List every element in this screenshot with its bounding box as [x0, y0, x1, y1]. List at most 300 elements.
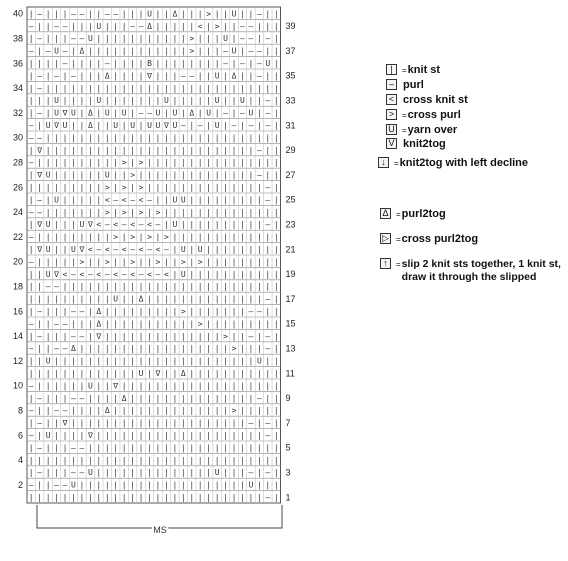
stitch-symbol: |: [273, 195, 279, 205]
legend-label: slip 2 knit sts together, 1 knit st, draw it through the slipped: [401, 258, 561, 283]
stitch-symbol: |: [206, 269, 212, 279]
stitch-symbol: |: [62, 431, 68, 440]
stitch-symbol: |: [62, 133, 68, 143]
stitch-symbol: |: [223, 493, 228, 502]
stitch-symbol: |: [240, 269, 245, 279]
stitch-symbol: |: [265, 21, 271, 31]
stitch-symbol: |: [113, 418, 119, 428]
stitch-symbol: |: [62, 369, 68, 378]
stitch-symbol: |: [130, 96, 136, 106]
stitch-symbol: |: [96, 145, 102, 155]
stitch-symbol: |: [214, 307, 220, 316]
stitch-symbol: >: [130, 170, 136, 180]
stitch-symbol: |: [37, 232, 43, 242]
stitch-symbol: –: [28, 344, 34, 354]
stitch-symbol: |: [265, 145, 271, 155]
stitch-symbol: |: [214, 245, 220, 254]
stitch-symbol: |: [214, 418, 220, 428]
stitch-symbol: |: [189, 307, 195, 316]
stitch-symbol: –: [265, 195, 271, 205]
stitch-symbol: |: [104, 83, 110, 93]
stitch-symbol: |: [45, 294, 51, 304]
stitch-symbol: |: [223, 195, 228, 205]
stitch-symbol: |: [155, 344, 161, 354]
stitch-symbol: |: [28, 71, 34, 81]
stitch-symbol: |: [273, 393, 279, 403]
stitch-symbol: |: [172, 170, 178, 180]
stitch-symbol: |: [273, 381, 279, 391]
stitch-symbol: |: [164, 480, 169, 490]
triangle-right-icon: ▷: [380, 233, 391, 244]
stitch-symbol: |: [273, 307, 279, 316]
stitch-symbol: |: [223, 158, 228, 168]
stitch-symbol: |: [121, 145, 127, 155]
stitch-symbol: |: [45, 455, 51, 465]
stitch-symbol: ∇: [37, 145, 43, 155]
stitch-symbol: |: [164, 356, 169, 366]
stitch-symbol: |: [172, 480, 178, 490]
stitch-symbol: |: [265, 480, 271, 490]
stitch-symbol: |: [104, 418, 110, 428]
stitch-symbol: |: [197, 170, 203, 180]
stitch-symbol: |: [223, 356, 228, 366]
stitch-symbol: |: [248, 431, 254, 440]
stitch-symbol: |: [240, 307, 245, 316]
stitch-symbol: |: [172, 158, 178, 168]
stitch-symbol: |: [96, 443, 102, 453]
stitch-symbol: –: [71, 71, 76, 81]
stitch-symbol: |: [180, 431, 186, 440]
stitch-symbol: |: [231, 319, 237, 329]
stitch-symbol: |: [273, 133, 279, 143]
row-number-left: 2: [17, 479, 23, 490]
stitch-symbol: |: [155, 455, 161, 465]
stitch-symbol: |: [37, 257, 43, 267]
stitch-symbol: |: [231, 108, 237, 118]
row-number-right: 5: [285, 442, 291, 453]
stitch-symbol: |: [121, 34, 127, 44]
stitch-symbol: |: [87, 59, 93, 68]
stitch-symbol: >: [155, 257, 161, 267]
stitch-symbol: |: [248, 83, 254, 93]
stitch-symbol: |: [231, 455, 237, 465]
row-number-right: 17: [285, 293, 296, 304]
stitch-symbol: |: [248, 245, 254, 254]
stitch-symbol: –: [248, 21, 254, 31]
stitch-symbol: –: [197, 121, 203, 130]
stitch-symbol: >: [113, 232, 119, 242]
stitch-symbol: |: [172, 344, 178, 354]
stitch-symbol: |: [206, 493, 212, 502]
stitch-symbol: |: [45, 418, 51, 428]
stitch-symbol: |: [189, 282, 195, 292]
stitch-symbol: >: [104, 183, 110, 192]
stitch-symbol: |: [240, 183, 245, 192]
stitch-symbol: |: [104, 294, 110, 304]
stitch-symbol: |: [256, 232, 262, 242]
legend-label: purl: [403, 79, 424, 91]
stitch-symbol: –: [87, 269, 93, 279]
stitch-symbol: |: [223, 207, 228, 217]
stitch-symbol: –: [62, 21, 68, 31]
stitch-symbol: |: [240, 381, 245, 391]
stitch-symbol: |: [240, 133, 245, 143]
stitch-symbol: –: [28, 158, 34, 168]
stitch-symbol: |: [164, 418, 169, 428]
stitch-symbol: |: [189, 356, 195, 366]
stitch-symbol: |: [164, 170, 169, 180]
stitch-symbol: |: [248, 133, 254, 143]
stitch-symbol: |: [240, 294, 245, 304]
stitch-symbol: |: [197, 83, 203, 93]
stitch-symbol: –: [180, 121, 186, 130]
stitch-symbol: |: [231, 431, 237, 440]
stitch-symbol: |: [265, 207, 271, 217]
stitch-symbol: |: [138, 307, 144, 316]
stitch-symbol: |: [265, 245, 271, 254]
stitch-symbol: |: [197, 183, 203, 192]
stitch-symbol: |: [256, 183, 262, 192]
stitch-symbol: |: [121, 319, 127, 329]
row-number-left: 20: [12, 256, 23, 267]
stitch-symbol: |: [155, 443, 161, 453]
stitch-symbol: |: [231, 21, 237, 31]
stitch-symbol: |: [147, 480, 152, 490]
stitch-symbol: |: [147, 381, 152, 391]
stitch-symbol: |: [164, 369, 169, 378]
stitch-symbol: |: [231, 393, 237, 403]
stitch-symbol: |: [206, 34, 212, 44]
stitch-symbol: |: [265, 257, 271, 267]
stitch-symbol: |: [96, 431, 102, 440]
stitch-symbol: U: [147, 9, 152, 19]
stitch-symbol: |: [62, 331, 68, 341]
stitch-symbol: |: [206, 455, 212, 465]
stitch-symbol: |: [223, 232, 228, 242]
stitch-symbol: |: [273, 443, 279, 453]
stitch-symbol: |: [87, 232, 93, 242]
stitch-symbol: |: [138, 257, 144, 267]
stitch-symbol: U: [87, 468, 93, 478]
stitch-symbol: |: [240, 83, 245, 93]
stitch-symbol: |: [96, 83, 102, 93]
stitch-symbol: |: [104, 393, 110, 403]
stitch-symbol: |: [45, 331, 51, 341]
stitch-symbol: |: [96, 195, 102, 205]
stitch-symbol: |: [71, 21, 76, 31]
stitch-symbol: |: [172, 34, 178, 44]
stitch-symbol: |: [164, 9, 169, 19]
stitch-symbol: <: [121, 245, 127, 254]
stitch-symbol: |: [96, 369, 102, 378]
stitch-symbol: –: [265, 344, 271, 354]
stitch-symbol: U: [172, 121, 178, 130]
stitch-symbol: Δ: [121, 393, 127, 403]
stitch-symbol: |: [113, 83, 119, 93]
stitch-symbol: |: [96, 108, 102, 118]
row-number-right: 21: [285, 244, 296, 255]
stitch-symbol: |: [130, 381, 136, 391]
stitch-symbol: |: [113, 331, 119, 341]
stitch-symbol: >: [121, 183, 127, 192]
stitch-symbol: |: [87, 46, 93, 56]
stitch-symbol: |: [54, 59, 59, 68]
stitch-symbol: |: [240, 282, 245, 292]
stitch-symbol: |: [180, 294, 186, 304]
stitch-symbol: |: [121, 46, 127, 56]
stitch-symbol: |: [87, 257, 93, 267]
stitch-symbol: |: [172, 431, 178, 440]
stitch-symbol: |: [197, 195, 203, 205]
stitch-symbol: |: [62, 455, 68, 465]
stitch-symbol: |: [231, 207, 237, 217]
stitch-symbol: |: [79, 108, 85, 118]
stitch-symbol: |: [96, 294, 102, 304]
stitch-symbol: |: [113, 183, 119, 192]
stitch-symbol: |: [54, 207, 59, 217]
stitch-symbol: |: [104, 344, 110, 354]
stitch-symbol: –: [79, 34, 85, 44]
stitch-symbol: –: [62, 59, 68, 68]
stitch-symbol: |: [121, 257, 127, 267]
stitch-symbol: –: [155, 269, 161, 279]
stitch-symbol: |: [71, 257, 76, 267]
stitch-symbol: |: [172, 282, 178, 292]
stitch-symbol: |: [79, 83, 85, 93]
stitch-symbol: |: [189, 443, 195, 453]
stitch-symbol: |: [273, 108, 279, 118]
stitch-symbol: |: [147, 83, 152, 93]
stitch-symbol: |: [155, 170, 161, 180]
stitch-symbol: |: [180, 145, 186, 155]
stitch-symbol: |: [206, 369, 212, 378]
stitch-symbol: |: [71, 207, 76, 217]
stitch-symbol: |: [256, 369, 262, 378]
row-number-left: 18: [12, 281, 23, 292]
stitch-symbol: |: [155, 158, 161, 168]
stitch-symbol: |: [180, 9, 186, 19]
stitch-symbol: |: [147, 46, 152, 56]
stitch-symbol: Δ: [96, 307, 102, 316]
stitch-symbol: |: [45, 21, 51, 31]
stitch-symbol: |: [197, 108, 203, 118]
stitch-symbol: |: [138, 59, 144, 68]
stitch-symbol: |: [273, 245, 279, 254]
stitch-symbol: –: [223, 46, 228, 56]
stitch-symbol: |: [180, 381, 186, 391]
stitch-symbol: |: [214, 319, 220, 329]
stitch-symbol: –: [223, 59, 228, 68]
stitch-symbol: |: [104, 493, 110, 502]
stitch-symbol: |: [231, 145, 237, 155]
stitch-symbol: |: [147, 468, 152, 478]
stitch-symbol: |: [71, 133, 76, 143]
stitch-symbol: |: [87, 294, 93, 304]
stitch-symbol: –: [28, 21, 34, 31]
stitch-symbol: |: [172, 307, 178, 316]
stitch-symbol: |: [206, 183, 212, 192]
stitch-symbol: |: [155, 21, 161, 31]
stitch-symbol: ∇: [54, 121, 59, 130]
stitch-symbol: Δ: [138, 294, 144, 304]
stitch-symbol: |: [214, 431, 220, 440]
stitch-symbol: |: [138, 468, 144, 478]
stitch-symbol: Δ: [71, 344, 76, 354]
stitch-symbol: |: [147, 393, 152, 403]
legend-label: knit st: [407, 64, 441, 76]
stitch-symbol: |: [214, 83, 220, 93]
stitch-symbol: |: [45, 96, 51, 106]
stitch-symbol: |: [62, 282, 68, 292]
stitch-symbol: |: [37, 455, 43, 465]
stitch-symbol: |: [248, 96, 254, 106]
stitch-symbol: |: [248, 71, 254, 81]
stitch-symbol: |: [155, 356, 161, 366]
stitch-symbol: |: [121, 232, 127, 242]
stitch-symbol: |: [28, 195, 34, 205]
stitch-symbol: |: [214, 257, 220, 267]
stitch-symbol: |: [164, 319, 169, 329]
stitch-symbol: |: [138, 232, 144, 242]
stitch-symbol: |: [273, 319, 279, 329]
stitch-symbol: ∇: [164, 121, 169, 130]
stitch-symbol: |: [180, 183, 186, 192]
stitch-symbol: |: [147, 369, 152, 378]
row-number-right: 39: [285, 21, 296, 32]
stitch-symbol: |: [138, 455, 144, 465]
stitch-symbol: |: [256, 493, 262, 502]
stitch-symbol: <: [155, 245, 161, 254]
stitch-symbol: |: [28, 393, 34, 403]
stitch-symbol: |: [155, 418, 161, 428]
legend-label: cross purl2tog: [401, 233, 479, 245]
stitch-symbol: –: [28, 431, 34, 440]
stitch-symbol: |: [248, 170, 254, 180]
stitch-symbol: |: [273, 71, 279, 81]
stitch-symbol: Δ: [172, 9, 178, 19]
stitch-symbol: |: [273, 257, 279, 267]
stitch-symbol: |: [28, 34, 34, 44]
stitch-symbol: |: [79, 418, 85, 428]
stitch-symbol: >: [231, 344, 237, 354]
row-number-left: 10: [12, 380, 23, 391]
stitch-symbol: |: [130, 418, 136, 428]
stitch-symbol: |: [231, 245, 237, 254]
stitch-symbol: |: [147, 406, 152, 416]
stitch-symbol: |: [206, 96, 212, 106]
stitch-symbol: |: [87, 133, 93, 143]
stitch-symbol: |: [155, 71, 161, 81]
stitch-symbol: –: [71, 443, 76, 453]
stitch-symbol: |: [71, 46, 76, 56]
stitch-symbol: |: [121, 369, 127, 378]
stitch-symbol: |: [155, 183, 161, 192]
stitch-symbol: |: [87, 418, 93, 428]
stitch-symbol: |: [223, 393, 228, 403]
stitch-symbol: |: [231, 294, 237, 304]
row-number-left: 28: [12, 157, 23, 168]
stitch-symbol: |: [54, 307, 59, 316]
stitch-symbol: –: [130, 21, 136, 31]
stitch-symbol: |: [54, 257, 59, 267]
row-number-left: 40: [12, 8, 23, 19]
stitch-symbol: –: [256, 71, 262, 81]
stitch-symbol: –: [256, 393, 262, 403]
stitch-symbol: |: [189, 220, 195, 230]
stitch-symbol: |: [214, 207, 220, 217]
stitch-symbol: –: [37, 83, 43, 93]
stitch-symbol: U: [71, 108, 76, 118]
stitch-symbol: |: [37, 46, 43, 56]
stitch-symbol: |: [223, 431, 228, 440]
stitch-symbol: |: [96, 121, 102, 130]
legend-item-cross-purl2tog: ▷ = cross purl2tog: [380, 233, 478, 246]
stitch-symbol: |: [180, 108, 186, 118]
stitch-symbol: |: [54, 331, 59, 341]
stitch-symbol: |: [223, 170, 228, 180]
stitch-symbol: |: [197, 220, 203, 230]
stitch-symbol: |: [214, 331, 220, 341]
stitch-symbol: |: [248, 145, 254, 155]
stitch-symbol: |: [164, 59, 169, 68]
row-number-left: 36: [12, 58, 23, 69]
stitch-symbol: |: [231, 468, 237, 478]
stitch-symbol: |: [206, 443, 212, 453]
stitch-symbol: |: [164, 207, 169, 217]
legend-label: cross purl: [407, 109, 461, 121]
legend-label: knit2tog with left decline: [399, 157, 529, 169]
stitch-symbol: Δ: [87, 108, 93, 118]
stitch-symbol: |: [104, 307, 110, 316]
stitch-symbol: |: [62, 257, 68, 267]
stitch-symbol: |: [28, 455, 34, 465]
stitch-symbol: >: [138, 158, 144, 168]
stitch-symbol: |: [62, 71, 68, 81]
stitch-symbol: |: [256, 319, 262, 329]
stitch-symbol: –: [28, 381, 34, 391]
purl-icon: –: [386, 79, 397, 90]
stitch-symbol: |: [164, 195, 169, 205]
stitch-symbol: |: [172, 393, 178, 403]
stitch-symbol: |: [265, 9, 271, 19]
stitch-symbol: |: [28, 245, 34, 254]
stitch-symbol: |: [197, 406, 203, 416]
row-number-left: 8: [17, 405, 23, 416]
stitch-symbol: |: [180, 34, 186, 44]
stitch-symbol: |: [79, 480, 85, 490]
stitch-symbol: |: [189, 83, 195, 93]
stitch-symbol: U: [180, 245, 186, 254]
stitch-symbol: |: [248, 220, 254, 230]
stitch-symbol: |: [113, 207, 119, 217]
stitch-symbol: |: [155, 493, 161, 502]
stitch-symbol: |: [197, 207, 203, 217]
stitch-symbol: –: [79, 393, 85, 403]
stitch-symbol: |: [113, 158, 119, 168]
stitch-symbol: U: [197, 245, 203, 254]
stitch-symbol: –: [147, 195, 152, 205]
stitch-symbol: |: [180, 46, 186, 56]
stitch-symbol: |: [104, 369, 110, 378]
stitch-symbol: |: [45, 183, 51, 192]
stitch-symbol: |: [79, 493, 85, 502]
stitch-symbol: –: [28, 133, 34, 143]
stitch-symbol: |: [104, 356, 110, 366]
stitch-symbol: |: [256, 455, 262, 465]
stitch-symbol: |: [121, 493, 127, 502]
stitch-symbol: |: [240, 418, 245, 428]
stitch-symbol: |: [155, 282, 161, 292]
